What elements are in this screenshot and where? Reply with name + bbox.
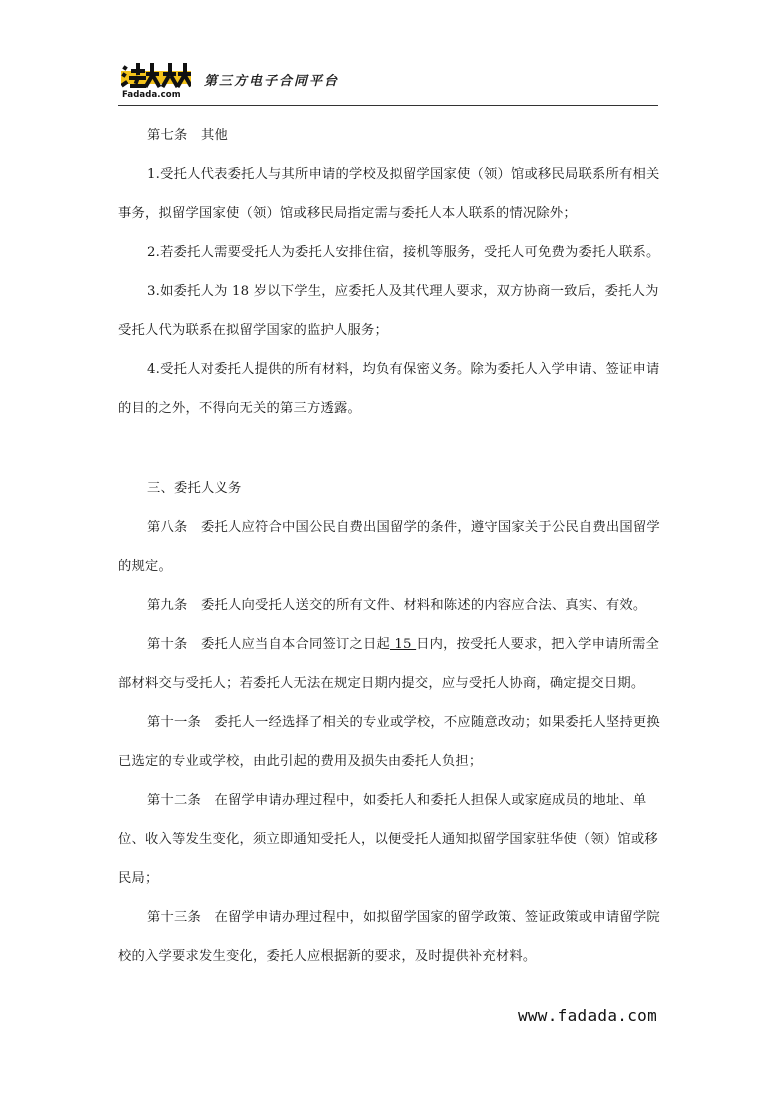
article-7-item-1: 1.受托人代表委托人与其所申请的学校及拟留学国家使（领）馆或移民局联系所有相关事务，拟留学国家使（领）馆或移民局指定需与委托人本人联系的情况除外； xyxy=(118,167,660,221)
logo-text: Fadada.com xyxy=(122,90,181,100)
article-8: 第八条 委托人应符合中国公民自费出国留学的条件，遵守国家关于公民自费出国留学的规定。 xyxy=(118,520,660,574)
section-3-heading: 三、委托人义务 xyxy=(147,481,242,496)
document-body xyxy=(118,116,660,976)
fadada-logo xyxy=(121,62,193,102)
article-10-days: 15 xyxy=(389,637,417,652)
article-13: 第十三条 在留学申请办理过程中，如拟留学国家的留学政策、签证政策或申请留学院校的入学要求发生变化，委托人应根据新的要求，及时提供补充材料。 xyxy=(118,910,660,964)
article-7-item-4: 4.受托人对委托人提供的所有材料，均负有保密义务。除为委托人入学申请、签证申请的目的之外，不得向无关的第三方透露。 xyxy=(118,362,660,416)
article-9: 第九条 委托人向受托人送交的所有文件、材料和陈述的内容应合法、真实、有效。 xyxy=(147,598,647,613)
article-10 xyxy=(118,625,660,703)
article-7-title: 第七条 其他 xyxy=(147,128,228,143)
section-gap xyxy=(118,428,660,469)
page-header xyxy=(118,58,658,106)
article-10-text-end: 日内，按受托人要求，把入学申请所需全部材料交与受托人；若委托人无法在规定日期内提交，应与受托人协商，确定提交日期。 xyxy=(118,637,660,691)
fadada-logo-icon xyxy=(121,62,191,90)
article-11: 第十一条 委托人一经选择了相关的专业或学校，不应随意改动；如果委托人坚持更换已选定的专业或学校，由此引起的费用及损失由委托人负担； xyxy=(118,715,660,769)
article-10-text-start: 第十条 委托人应当自本合同签订之日起 xyxy=(147,637,390,652)
article-7-item-2: 2.若委托人需要受托人为委托人安排住宿，接机等服务，受托人可免费为委托人联系。 xyxy=(147,245,660,260)
article-12: 第十二条 在留学申请办理过程中，如委托人和委托人担保人或家庭成员的地址、单位、收入等发生变化，须立即通知受托人，以便受托人通知拟留学国家驻华使（领）馆或移民局； xyxy=(118,793,658,886)
article-7-item-3: 3.如委托人为 18 岁以下学生，应委托人及其代理人要求，双方协商一致后，委托人为受托人代为联系在拟留学国家的监护人服务； xyxy=(118,284,659,338)
footer-url: www.fadada.com xyxy=(517,1006,657,1025)
header-divider xyxy=(118,105,658,106)
header-tagline: 第三方电子合同平台 xyxy=(204,74,340,89)
